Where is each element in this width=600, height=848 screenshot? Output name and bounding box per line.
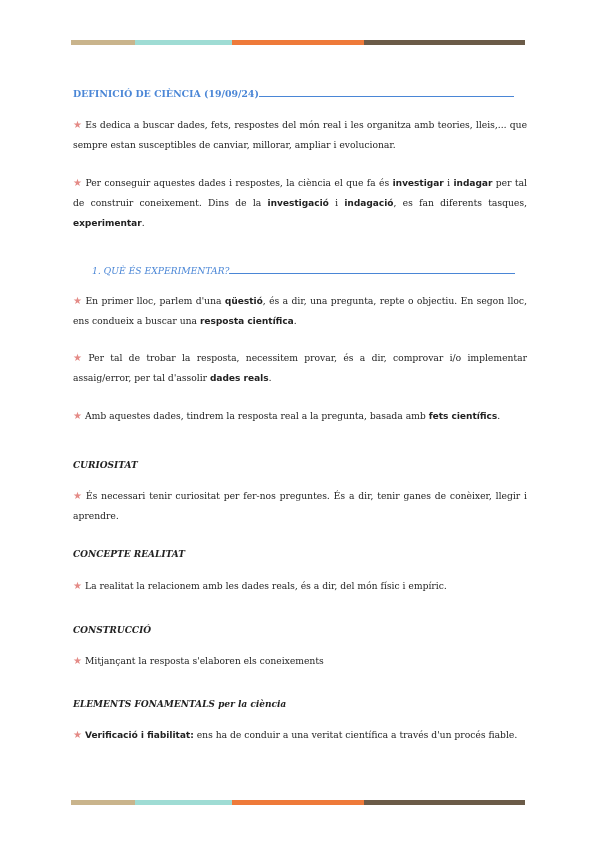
paragraph-question: ★ En primer lloc, parlem d'una qüestió, és a dir, una pregunta, repte o objectiu. En segon lloc, ens condueix a buscar una resposta científica. — [73, 296, 527, 327]
page-title — [73, 88, 514, 100]
star-icon: ★ — [73, 411, 82, 422]
heading-elements-fonamentals: ELEMENTS FONAMENTALS per la ciència — [73, 700, 287, 710]
paragraph-curiositat: ★ És necessari tenir curiositat per fer-nos preguntes. És a dir, tenir ganes de conèixer, llegir i aprendre. — [73, 491, 527, 522]
top-color-bar — [71, 40, 525, 45]
paragraph-concepte-realitat: ★ La realitat la relacionem amb les dades reals, és a dir, del món físic i empíric. — [73, 581, 447, 592]
paragraph-construccio: ★ Mitjançant la resposta s'elaboren els coneixements — [73, 656, 324, 667]
star-icon: ★ — [73, 656, 82, 667]
section-underline — [229, 265, 515, 274]
star-icon: ★ — [73, 581, 82, 592]
star-icon: ★ — [73, 178, 83, 189]
paragraph-investigation: ★ Per conseguir aquestes dades i respostes, la ciència el que fa és investigar i indagar per tal de construir coneixement. Dins de la investigació i indagació, es fan diferents tasques, experimentar. — [73, 178, 528, 229]
bar-segment-tan — [71, 40, 135, 45]
heading-concepte-realitat: CONCEPTE REALITAT — [73, 550, 185, 560]
paragraph-definition: ★ Es dedica a buscar dades, fets, respostes del món real i les organitza amb teories, lleis,... que sempre estan susceptibles de canviar, millorar, ampliar i evolucionar. — [73, 120, 528, 151]
bottom-color-bar — [71, 800, 525, 805]
heading-construccio: CONSTRUCCIÓ — [73, 626, 152, 636]
paragraph-testing: ★ Per tal de trobar la resposta, necessitem provar, és a dir, comprovar i/o implementar assaig/error, per tal d'assolir dades reals. — [73, 353, 527, 384]
star-icon: ★ — [73, 353, 86, 364]
paragraph-answer: ★ Amb aquestes dades, tindrem la resposta real a la pregunta, basada amb fets científics. — [73, 411, 501, 422]
title-underline — [259, 88, 514, 97]
bar-segment-tan — [71, 800, 135, 805]
bar-segment-orange — [232, 800, 364, 805]
page-title-text: DEFINICIÓ DE CIÈNCIA (19/09/24) — [73, 89, 259, 100]
star-icon: ★ — [73, 491, 83, 502]
bar-segment-teal — [135, 800, 232, 805]
bar-segment-orange — [232, 40, 364, 45]
paragraph-verificacio: ★ Verificació i fiabilitat: ens ha de conduir a una veritat científica a través d'un procés fiable. — [73, 730, 518, 741]
star-icon: ★ — [73, 296, 83, 307]
section-title-experimentar: 1. QUÈ ÉS EXPERIMENTAR? — [92, 265, 515, 277]
heading-curiositat: CURIOSITAT — [73, 461, 138, 471]
star-icon: ★ — [73, 120, 83, 131]
star-icon: ★ — [73, 730, 82, 741]
bar-segment-brown — [364, 800, 525, 805]
bar-segment-teal — [135, 40, 232, 45]
bar-segment-brown — [364, 40, 525, 45]
